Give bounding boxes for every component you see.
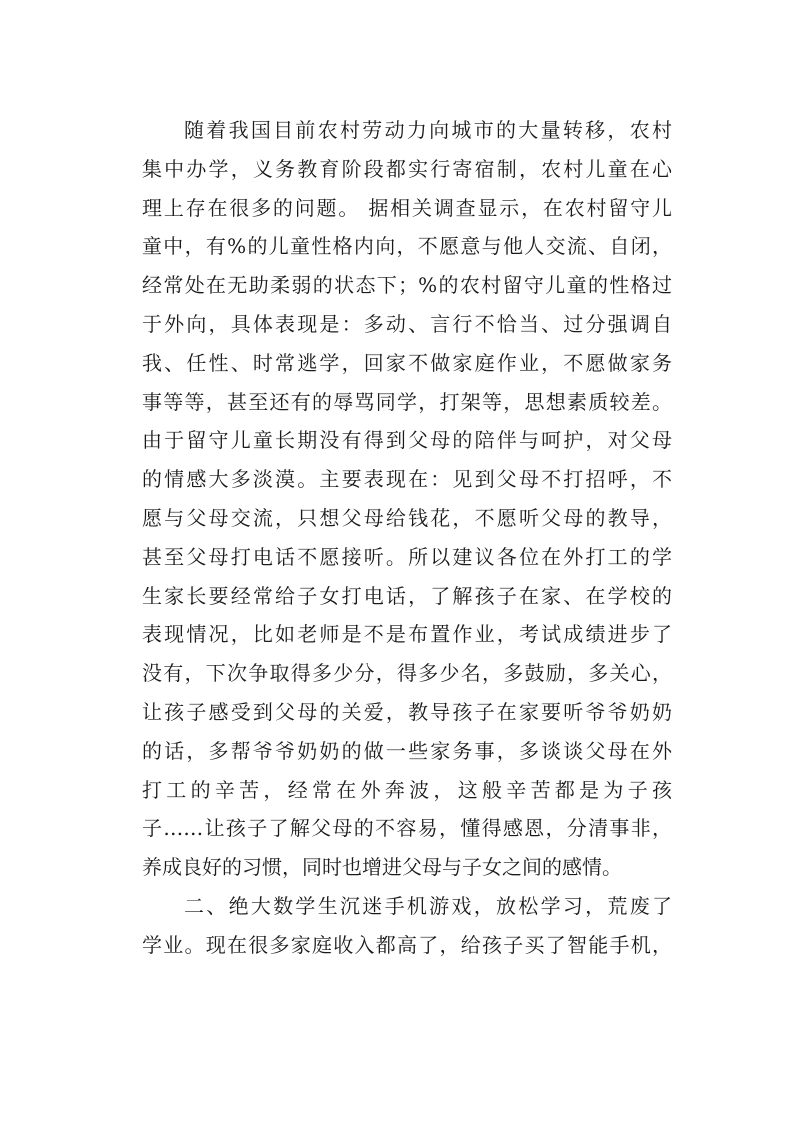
paragraph-line-20: 养成良好的习惯，同时也增进父母与子女之间的感情。 [142, 855, 622, 880]
paragraph-line-18: 打工的辛苦，经常在外奔波，这般辛苦都是为子孩 [142, 777, 672, 802]
paragraph-line-15: 没有，下次争取得多少分，得多少名，多鼓励，多关心， [142, 661, 672, 686]
paragraph-line-8: 事等等，甚至还有的辱骂同学，打架等，思想素质较差。 [142, 389, 672, 414]
paragraph-line-4: 童中，有%的儿童性格内向，不愿意与他人交流、自闭， [142, 234, 672, 259]
paragraph-line-14: 表现情况，比如老师是不是布置作业，考试成绩进步了 [142, 622, 672, 647]
paragraph-line-10: 的情感大多淡漠。主要表现在：见到父母不打招呼，不 [142, 467, 672, 492]
paragraph-line-12: 甚至父母打电话不愿接听。所以建议各位在外打工的学 [142, 544, 672, 569]
paragraph-line-17: 的话，多帮爷爷奶奶的做一些家务事，多谈谈父母在外 [142, 738, 672, 763]
paragraph-line-5: 经常处在无助柔弱的状态下；%的农村留守儿童的性格过 [142, 273, 672, 298]
paragraph-line-16: 让孩子感受到父母的关爱，教导孩子在家要听爷爷奶奶 [142, 699, 672, 724]
paragraph-line-6: 于外向，具体表现是：多动、言行不恰当、过分强调自 [142, 311, 672, 336]
paragraph-line-1: 随着我国目前农村劳动力向城市的大量转移，农村 [184, 118, 672, 142]
paragraph-line-7: 我、任性、时常逃学，回家不做家庭作业，不愿做家务 [142, 350, 672, 375]
paragraph-line-19: 子……让孩子了解父母的不容易，懂得感恩，分清事非， [142, 816, 672, 841]
body-text [142, 111, 672, 965]
paragraph-line-11: 愿与父母交流，只想父母给钱花，不愿听父母的教导， [142, 505, 672, 530]
paragraph-line-2: 集中办学，义务教育阶段都实行寄宿制，农村儿童在心 [142, 156, 672, 181]
section-two-line-2: 学业。现在很多家庭收入都高了，给孩子买了智能手机， [142, 932, 672, 957]
paragraph-line-3: 理上存在很多的问题。 据相关调查显示，在农村留守儿 [142, 195, 672, 220]
section-two-line-1: 二、绝大数学生沉迷手机游戏，放松学习，荒废了 [184, 893, 672, 918]
paragraph-line-13: 生家长要经常给子女打电话，了解孩子在家、在学校的 [142, 583, 672, 608]
paragraph-line-9: 由于留守儿童长期没有得到父母的陪伴与呵护，对父母 [142, 428, 672, 453]
